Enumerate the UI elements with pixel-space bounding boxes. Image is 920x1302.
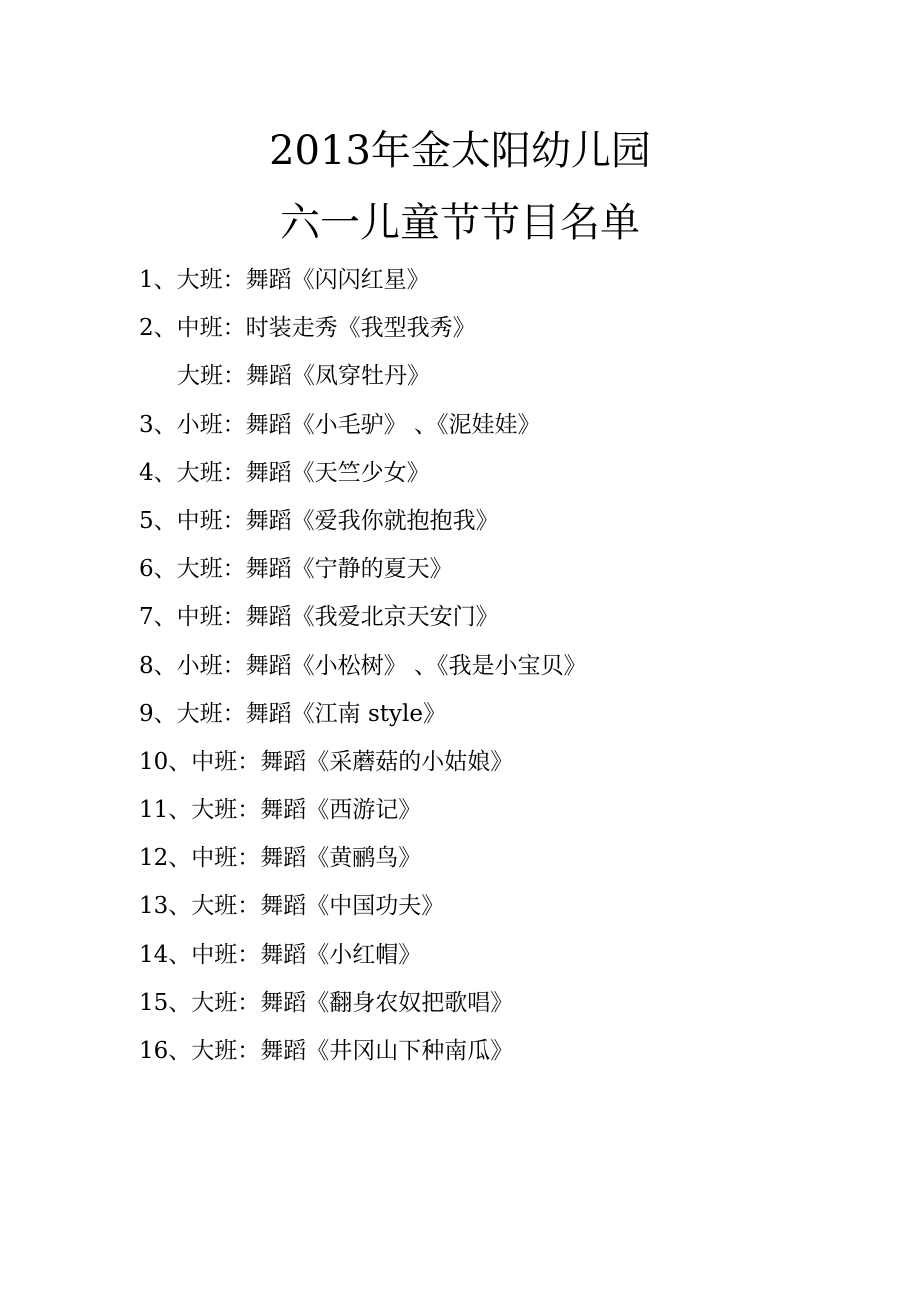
program-item: 2、中班：时装走秀《我型我秀》 <box>139 315 476 342</box>
document-subtitle: 六一儿童节节目名单 <box>280 200 640 246</box>
program-item: 大班：舞蹈《凤穿牡丹》 <box>177 363 430 390</box>
program-item: 5、中班：舞蹈《爱我你就抱抱我》 <box>139 507 499 534</box>
program-item: 6、大班：舞蹈《宁静的夏天》 <box>139 556 453 583</box>
program-item: 9、大班：舞蹈《江南 style》 <box>139 700 446 727</box>
program-item: 8、小班：舞蹈《小松树》 、《我是小宝贝》 <box>139 652 587 679</box>
program-item: 13、大班：舞蹈《中国功夫》 <box>139 893 445 920</box>
program-item: 12、中班：舞蹈《黄鹂鸟》 <box>139 845 422 872</box>
program-list <box>139 262 586 1081</box>
program-item: 16、大班：舞蹈《井冈山下种南瓜》 <box>139 1038 514 1064</box>
program-item: 11、大班：舞蹈《西游记》 <box>139 797 422 824</box>
program-item: 3、小班：舞蹈《小毛驴》 、《泥娃娃》 <box>139 411 541 438</box>
program-item: 7、中班：舞蹈《我爱北京天安门》 <box>139 604 499 631</box>
program-item: 15、大班：舞蹈《翻身农奴把歌唱》 <box>139 989 514 1016</box>
program-item: 14、中班：舞蹈《小红帽》 <box>139 941 422 968</box>
program-item: 1、大班：舞蹈《闪闪红星》 <box>139 267 430 293</box>
program-item: 4、大班：舞蹈《天竺少女》 <box>139 459 430 486</box>
program-item: 10、中班：舞蹈《采蘑菇的小姑娘》 <box>139 748 514 775</box>
document-title: 2013年金太阳幼儿园 <box>269 128 651 174</box>
